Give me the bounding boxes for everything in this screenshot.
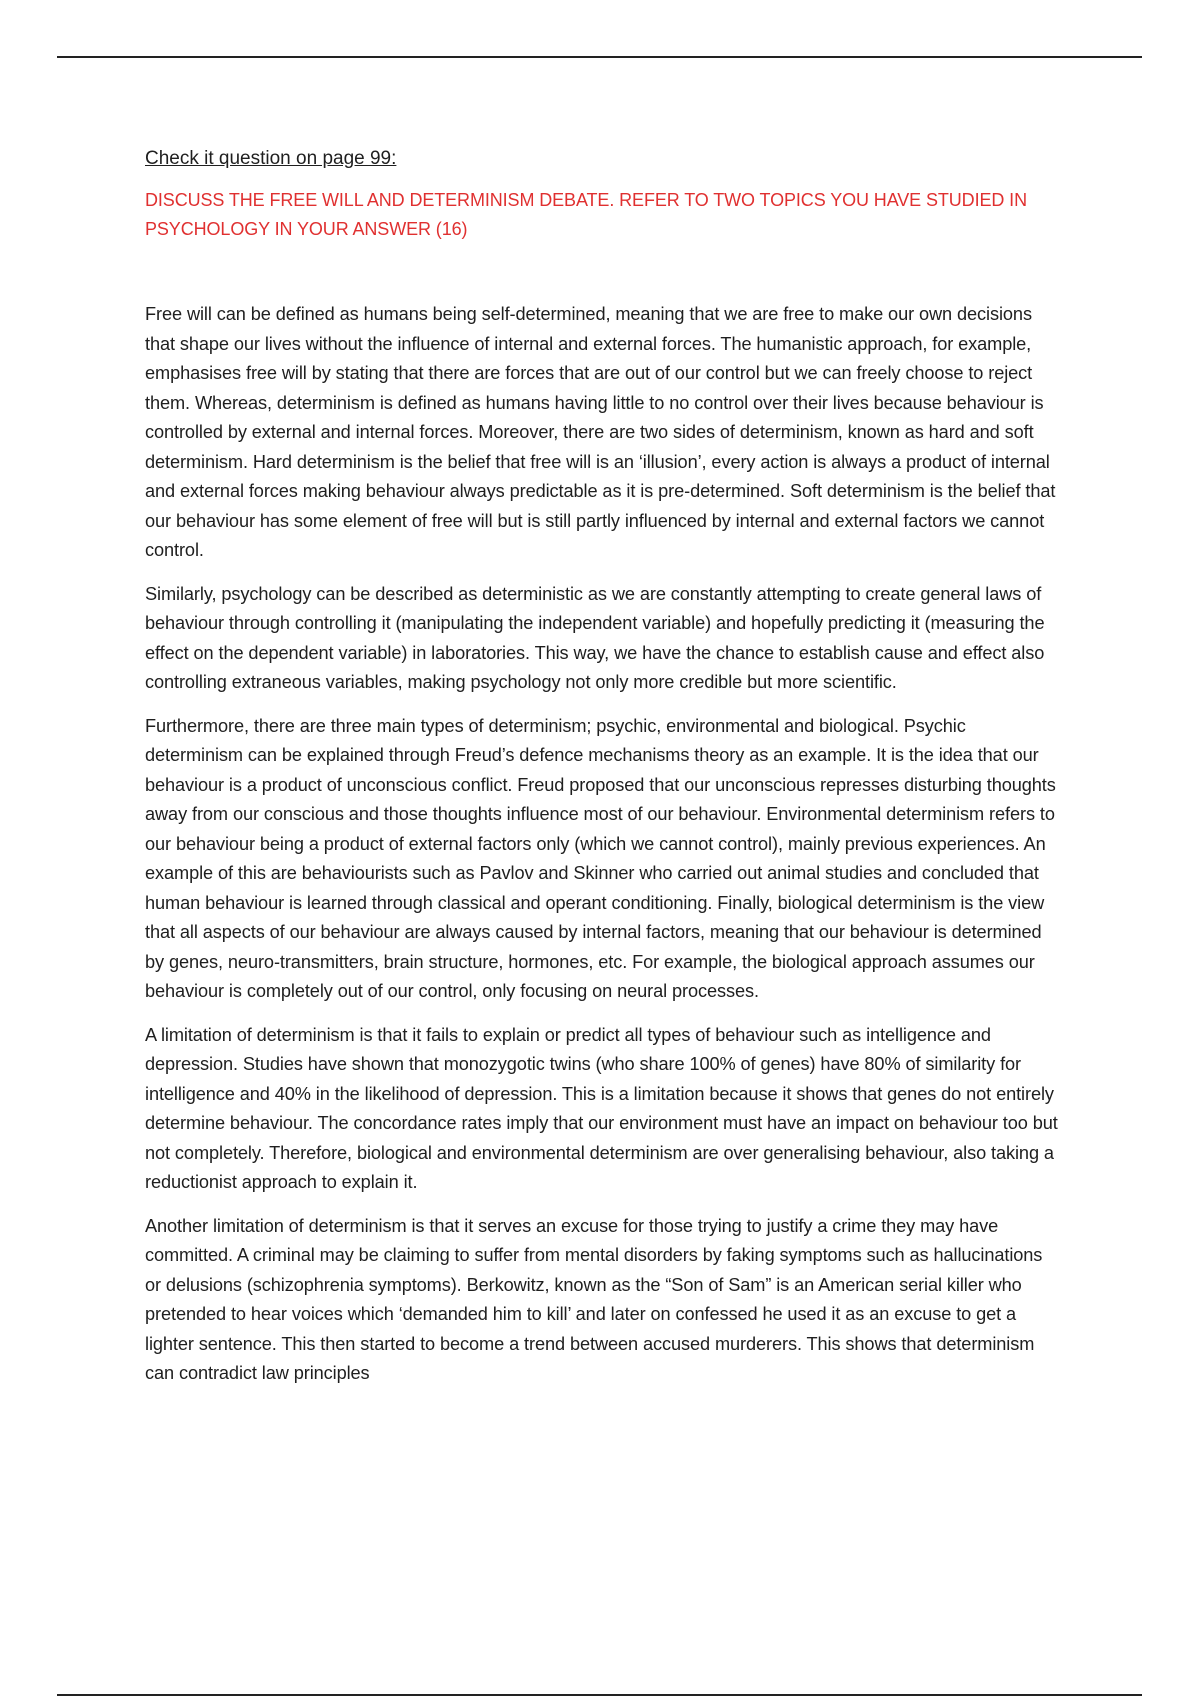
header-rule	[57, 56, 1142, 58]
page-heading: Check it question on page 99:	[145, 148, 397, 169]
footer-rule	[57, 1694, 1142, 1696]
paragraph-limitation-one: A limitation of determinism is that it fails to explain or predict all types of behaviour such as intelligence and depression. Studies have shown that monozygotic twins (who share 100% of genes) have 80% of similarity for intelligence and 40% in the likelihood of depression. This is a limitation because it shows that genes do not entirely determine behaviour. The concordance rates imply that our environment must have an impact on behaviour too but not completely. Therefore, biological and environmental determinism are over generalising behaviour, also taking a reductionist approach to explain it.	[145, 1024, 1058, 1192]
document-page	[145, 146, 1060, 1403]
paragraph-limitation-two: Another limitation of determinism is that it serves an excuse for those trying to justify a crime they may have committed. A criminal may be claiming to suffer from mental disorders by faking symptoms such as hallucinations or delusions (schizophrenia symptoms). Berkowitz, known as the “Son of Sam” is an American serial killer who pretended to hear voices which ‘demanded him to kill’ and later on confessed he used it as an excuse to get a lighter sentence. This then started to become a trend between accused murderers. This shows that determinism can contradict law principles	[145, 1215, 1043, 1383]
answer-body	[145, 300, 1060, 1389]
paragraph-free-will-definition: Free will can be defined as humans being self-determined, meaning that we are free to make our own decisions that shape our lives without the influence of internal and external forces. The humanistic approach, for example, emphasises free will by stating that there are forces that are out of our control but we can freely choose to reject them. Whereas, determinism is defined as humans having little to no control over their lives because behaviour is controlled by external and internal forces. Moreover, there are two sides of determinism, known as hard and soft determinism. Hard determinism is the belief that free will is an ‘illusion’, every action is always a product of internal and external forces making behaviour always predictable as it is pre-determined. Soft determinism is the belief that our behaviour has some element of free will but is still partly influenced by internal and external factors we cannot control.	[145, 304, 1056, 560]
exam-question: DISCUSS THE FREE WILL AND DETERMINISM DEBATE. REFER TO TWO TOPICS YOU HAVE STUDIED IN PSYCHOLOGY IN YOUR ANSWER (16)	[145, 190, 1027, 239]
paragraph-types-of-determinism: Furthermore, there are three main types of determinism; psychic, environmental and biological. Psychic determinism can be explained through Freud’s defence mechanisms theory as an example. It is the idea that our behaviour is a product of unconscious conflict. Freud proposed that our unconscious represses disturbing thoughts away from our conscious and those thoughts influence most of our behaviour. Environmental determinism refers to our behaviour being a product of external factors only (which we cannot control), mainly previous experiences. An example of this are behaviourists such as Pavlov and Skinner who carried out animal studies and concluded that human behaviour is learned through classical and operant conditioning. Finally, biological determinism is the view that all aspects of our behaviour are always caused by internal factors, meaning that our behaviour is determined by genes, neuro-transmitters, brain structure, hormones, etc. For example, the biological approach assumes our behaviour is completely out of our control, only focusing on neural processes.	[145, 715, 1056, 1001]
paragraph-psychology-deterministic: Similarly, psychology can be described as deterministic as we are constantly attempting to create general laws of behaviour through controlling it (manipulating the independent variable) and hopefully predicting it (measuring the effect on the dependent variable) in laboratories. This way, we have the chance to establish cause and effect also controlling extraneous variables, making psychology not only more credible but more scientific.	[145, 583, 1045, 692]
